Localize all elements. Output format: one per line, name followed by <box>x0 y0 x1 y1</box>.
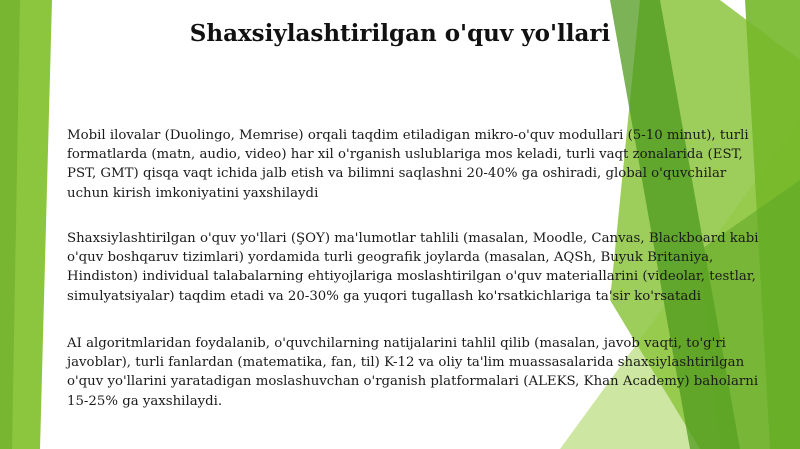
paragraph-mobile-microlearning: Mobil ilovalar (Duolingo, Memrise) orqali taqdim etiladigan mikro-o'quv modullari (5-10 minut), turli formatlarda (matn, audio, video) har xil o'rganish uslublariga mos keladi, turli vaqt zonalarida (EST, PST, GMT) qisqa vaqt ichida jalb etish va bilimni saqlashni 20-40% ga oshiradi, global o'quvchilar uchun kirish imkoniyatini yaxshilaydi <box>67 128 749 201</box>
paragraph-ai-adaptive-learning: AI algoritmlaridan foydalanib, o'quvchilarning natijalarini tahlil qilib (masalan, javob vaqti, to'g'ri javoblar), turli fanlardan (matematika, fan, til) K-12 va oliy ta'lim muassasalarida shaxsiylashtirilgan o'quv yo'llarini yaratadigan moslashuvchan o'rganish platformalari (ALEKS, Khan Academy) baholarni 15-25% ga yaxshilaydi. <box>67 336 759 409</box>
slide-title: Shaxsiylashtirilgan o'quv yo'llari <box>189 20 611 47</box>
paragraph-personalized-paths: Shaxsiylashtirilgan o'quv yo'llari (ŞOY) ma'lumotlar tahlili (masalan, Moodle, Canvas, Blackboard kabi o'quv boshqaruv tizimlari) yordamida turli geografik joylarda (masalan, AQSh, Buyuk Britaniya, Hindiston) individual talabalarning ehtiyojlariga moslashtirilgan o'quv materiallarini (videolar, testlar, simulyatsiyalar) taqdim etadi va 20-30% ga yuqori tugallash ko'rsatkichlariga ta'sir ko'rsatadi <box>67 231 759 304</box>
